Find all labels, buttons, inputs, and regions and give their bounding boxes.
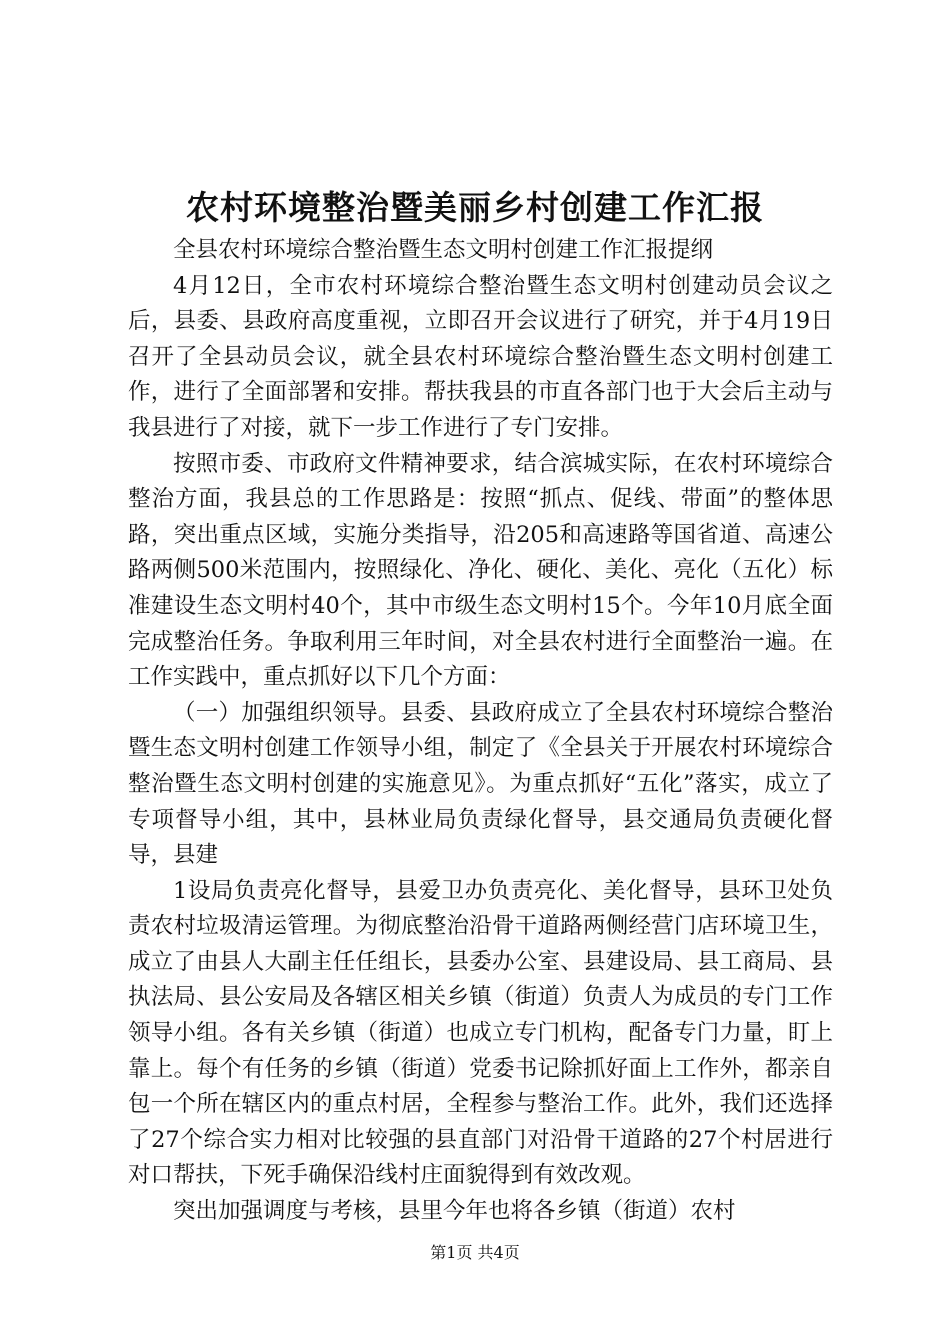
body-paragraph: 突出加强调度与考核，县里今年也将各乡镇（街道）农村 [173, 1198, 736, 1225]
body-paragraph: 按照市委、市政府文件精神要求，结合滨城实际，在农村环境综合整治方面，我县总的工作思路是：按照“抓点、促线、带面”的整体思路，突出重点区域，实施分类指导，沿205和高速路等国省道、高速公路两侧500米范围内，按照绿化、净化、硬化、美化、亮化（五化）标准建设生态文明村40个，其中市级生态文明村15个。今年10月底全面完成整治任务。争取利用三年时间，对全县农村进行全面整治一遍。在工作实践中，重点抓好以下几个方面： [128, 450, 833, 691]
subtitle-paragraph: 全县农村环境综合整治暨生态文明村创建工作汇报提纲 [173, 237, 714, 263]
document-title: 农村环境整治暨美丽乡村创建工作汇报 [186, 188, 764, 227]
body-paragraph: 4月12日，全市农村环境综合整治暨生态文明村创建动员会议之后，县委、县政府高度重视，立即召开会议进行了研究，并于4月19日召开了全县动员会议，就全县农村环境综合整治暨生态文明村创建工作，进行了全面部署和安排。帮扶我县的市直各部门也于大会后主动与我县进行了对接，就下一步工作进行了专门安排。 [128, 272, 833, 441]
page-footer: 第1页 共4页 [430, 1243, 520, 1262]
document-body [128, 233, 833, 1230]
body-paragraph: （一）加强组织领导。县委、县政府成立了全县农村环境综合整治暨生态文明村创建工作领导小组，制定了《全县关于开展农村环境综合整治暨生态文明村创建的实施意见》。为重点抓好“五化”落实，成立了专项督导小组，其中，县林业局负责绿化督导，县交通局负责硬化督导，县建 [128, 699, 833, 869]
body-paragraph: 1设局负责亮化督导，县爱卫办负责亮化、美化督导，县环卫处负责农村垃圾清运管理。为彻底整治沿骨干道路两侧经营门店环境卫生，成立了由县人大副主任任组长，县委办公室、县建设局、县工商局、县执法局、县公安局及各辖区相关乡镇（街道）负责人为成员的专门工作领导小组。各有关乡镇（街道）也成立专门机构，配备专门力量，盯上靠上。每个有任务的乡镇（街道）党委书记除抓好面上工作外，都亲自包一个所在辖区内的重点村居，全程参与整治工作。此外，我们还选择了27个综合实力相对比较强的县直部门对沿骨干道路的27个村居进行对口帮扶，下死手确保沿线村庄面貌得到有效改观。 [128, 877, 833, 1189]
